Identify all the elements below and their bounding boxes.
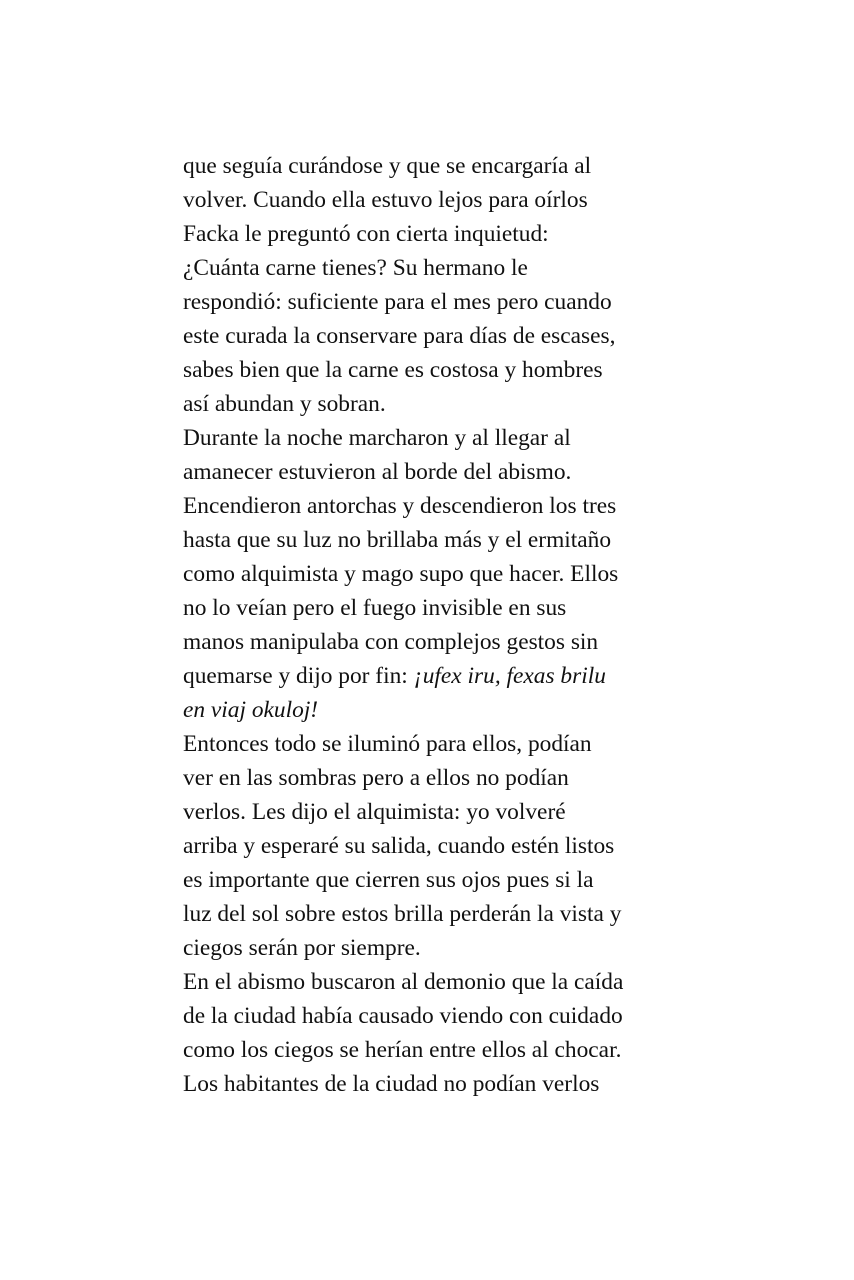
text-line: ver en las sombras pero a ellos no podían [183,765,569,791]
text-line: Durante la noche marcharon y al llegar al [183,425,571,451]
text-line: respondió: suficiente para el mes pero cuando [183,289,612,315]
text-line: es importante que cierren sus ojos pues si la [183,867,594,893]
text-line: hasta que su luz no brillaba más y el ermitaño [183,527,612,553]
text-line: quemarse y dijo por fin: ¡ufex iru, fexas brilu [183,663,606,689]
text-line: ciegos serán por siempre. [183,935,421,961]
text-line: así abundan y sobran. [183,391,386,417]
text-line: como los ciegos se herían entre ellos al chocar. [183,1037,622,1063]
text-line: sabes bien que la carne es costosa y hombres [183,357,603,383]
text-line: que seguía curándose y que se encargaría al [183,153,592,179]
text-line: ¿Cuánta carne tienes? Su hermano le [183,255,528,281]
text-line: Entonces todo se iluminó para ellos, podían [183,731,592,757]
text-line: En el abismo buscaron al demonio que la caída [183,969,624,995]
text-line: volver. Cuando ella estuvo lejos para oírlos [183,187,588,213]
text-line: no lo veían pero el fuego invisible en sus [183,595,567,621]
text-line: arriba y esperaré su salida, cuando estén listos [183,833,615,859]
invocation-italic: ¡ufex iru, fexas brilu [413,663,606,689]
text-line: este curada la conservare para días de escases, [183,323,616,349]
text-line: Facka le preguntó con cierta inquietud: [183,221,549,247]
text-line: amanecer estuvieron al borde del abismo. [183,459,572,485]
text-line: Encendieron antorchas y descendieron los tres [183,493,617,519]
text-line [183,693,683,727]
text-line: Los habitantes de la ciudad no podían verlos [183,1071,600,1097]
text-line: como alquimista y mago supo que hacer. Ellos [183,561,619,587]
invocation-italic: en viaj okuloj! [183,697,319,723]
text-line: de la ciudad había causado viendo con cuidado [183,1003,623,1029]
text-line: verlos. Les dijo el alquimista: yo volveré [183,799,566,825]
text-line: luz del sol sobre estos brilla perderán la vista y [183,901,622,927]
body-text [183,149,683,1101]
text-line: manos manipulaba con complejos gestos sin [183,629,599,655]
